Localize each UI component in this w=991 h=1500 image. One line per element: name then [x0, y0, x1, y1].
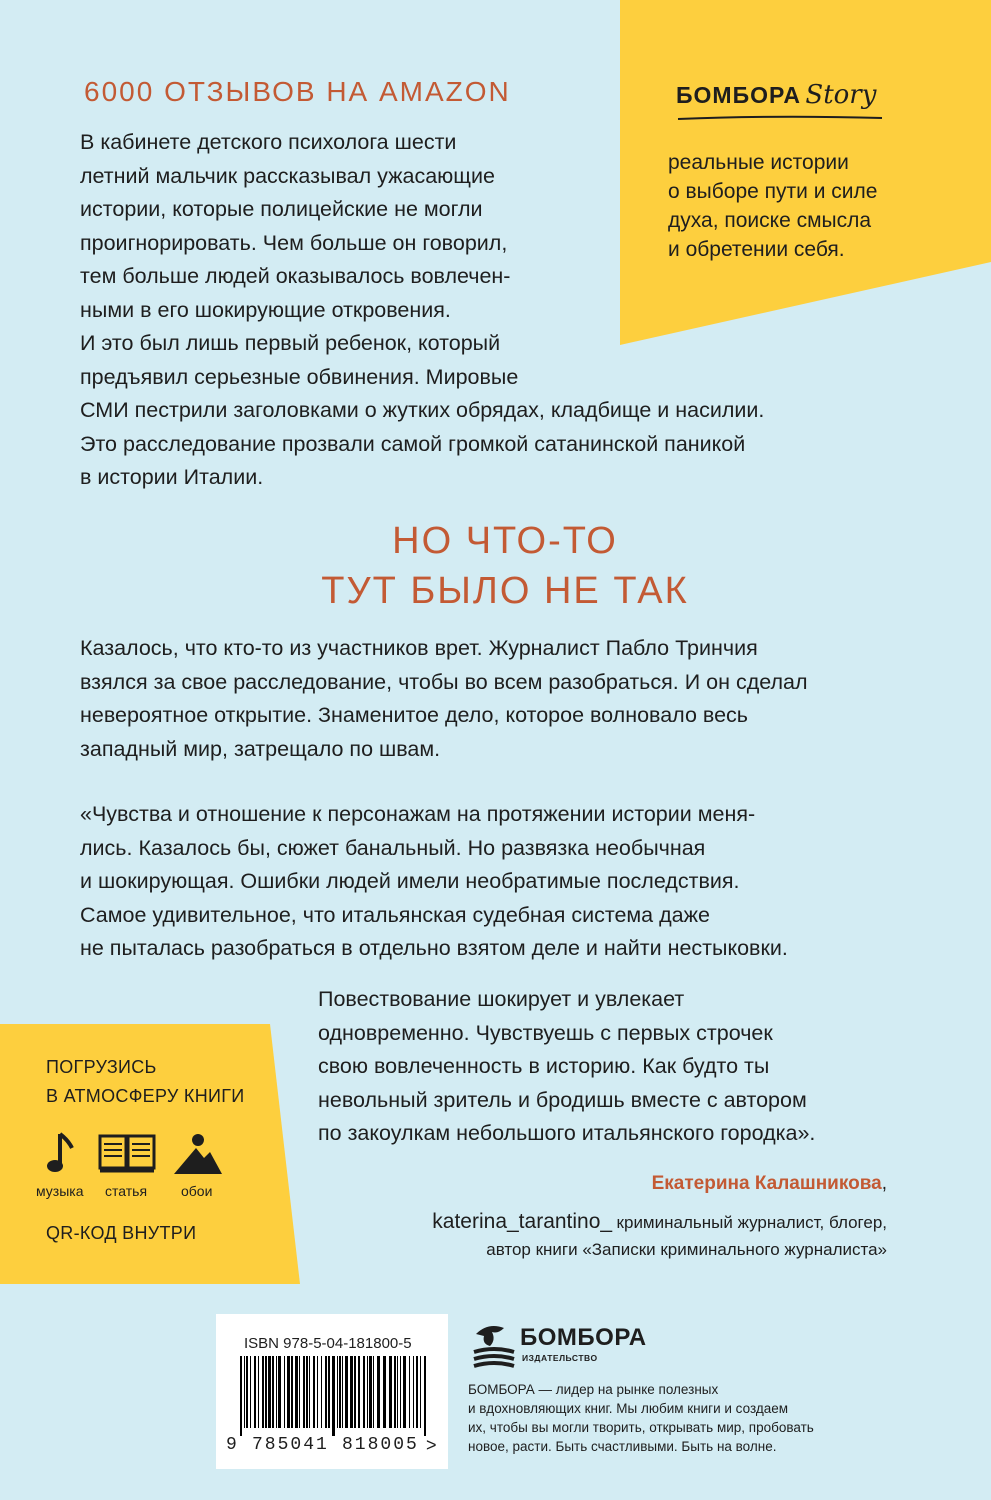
quote-line: «Чувства и отношение к персонажам на протяжении истории меня-	[80, 802, 756, 826]
qr-box-line2: В АТМОСФЕРУ КНИГИ	[46, 1086, 245, 1106]
barcode-bar	[416, 1356, 418, 1428]
intro-line: Это расследование прозвали самой громкой сатанинской паникой	[80, 431, 746, 456]
brand-tag-line: о выборе пути и силе	[668, 180, 878, 203]
book-icon	[98, 1134, 156, 1179]
barcode-bar	[409, 1356, 410, 1428]
publisher-name: БОМБОРА	[520, 1324, 647, 1351]
intro-line: предъявил серьезные обвинения. Мировые	[80, 364, 519, 389]
brand-tag-underline-icon	[676, 113, 886, 123]
barcode-bar	[278, 1356, 281, 1428]
barcode-bar	[383, 1356, 386, 1428]
brand-tag-brand: БОМБОРА	[676, 82, 801, 108]
barcode-bar	[317, 1356, 318, 1428]
barcode-bar	[403, 1356, 406, 1428]
barcode-digits-group2: 818005	[342, 1435, 419, 1455]
paragraph-line: Казалось, что кто-то из участников врет. Журналист Пабло Тринчия	[80, 636, 758, 660]
barcode-bar	[400, 1356, 401, 1428]
quote-line: не пыталась разобраться в отдельно взятом деле и найти нестыковки.	[80, 936, 788, 960]
barcode-bar	[363, 1356, 365, 1428]
publisher-blurb	[468, 1380, 888, 1456]
barcode-bar	[321, 1356, 322, 1428]
barcode-bar	[313, 1356, 315, 1428]
intro-line: тем больше людей оказывалось вовлечен-	[80, 264, 511, 288]
barcode-bar	[325, 1356, 327, 1428]
barcode-bar	[328, 1356, 330, 1428]
attribution-name: Екатерина Калашникова	[651, 1173, 882, 1194]
barcode-bar	[350, 1356, 353, 1428]
barcode-bar	[306, 1356, 308, 1428]
barcode-bar	[337, 1356, 338, 1428]
brand-tag-line: и обретении себя.	[668, 238, 845, 261]
barcode-icon	[240, 1356, 430, 1436]
qr-icon-label: статья	[105, 1183, 148, 1199]
isbn-text: ISBN 978-5-04-181800-5	[244, 1335, 412, 1352]
brand-tag-line: духа, поиске смысла	[668, 209, 872, 232]
barcode-bar	[394, 1356, 396, 1428]
intro-line: И это был лишь первый ребенок, который	[80, 331, 501, 355]
barcode-bar	[276, 1356, 277, 1428]
barcode-bar	[244, 1356, 245, 1428]
quote-line: Повествование шокирует и увлекает	[318, 987, 685, 1011]
intro-line: летний мальчик рассказывал ужасающие	[80, 163, 495, 188]
intro-line: проигнорировать. Чем больше он говорил,	[80, 230, 508, 255]
paragraph-line: западный мир, затрещало по швам.	[80, 736, 441, 761]
barcode-bar	[240, 1356, 242, 1436]
barcode-bar	[345, 1356, 348, 1428]
intro-line: СМИ пестрили заголовками о жутких обрядах, кладбище и насилии.	[80, 398, 765, 422]
quote-line: лись. Казалось бы, сюжет банальный. Но развязка необычная	[80, 835, 706, 860]
qr-box-footer: QR-КОД ВНУТРИ	[46, 1223, 197, 1243]
investigation-paragraph	[80, 632, 960, 766]
barcode-bar	[262, 1356, 264, 1428]
intro-line: ными в его шокирующие откровения.	[80, 297, 451, 322]
review-quote-continued	[318, 983, 938, 1151]
mountain-icon	[174, 1132, 222, 1179]
quote-line: одновременно. Чувствуешь с первых строчек	[318, 1020, 773, 1045]
barcode-arrow: >	[426, 1435, 437, 1455]
subheading-line: НО ЧТО-ТО	[392, 520, 618, 562]
brand-tag-line: реальные истории	[668, 151, 849, 174]
barcode-bar	[339, 1356, 341, 1428]
subheading	[280, 516, 730, 616]
paragraph-line: невероятное открытие. Знаменитое дело, которое волновало весь	[80, 703, 748, 727]
barcode-digits-group1: 785041	[252, 1435, 329, 1455]
barcode-bar	[284, 1356, 285, 1428]
blurb-line: БОМБОРА — лидер на рынке полезных	[468, 1382, 719, 1397]
barcode-bar	[295, 1356, 298, 1428]
barcode-bar	[424, 1356, 426, 1436]
barcode-bar	[377, 1356, 380, 1428]
quote-line: свою вовлеченность в историю. Как будто ты	[318, 1054, 770, 1078]
barcode-bar	[354, 1356, 356, 1428]
blurb-line: и вдохновляющих книг. Мы любим книги и создаем	[468, 1401, 789, 1416]
intro-paragraph	[80, 126, 900, 495]
barcode-bar	[299, 1356, 300, 1428]
qr-icon-label: музыка	[36, 1183, 84, 1199]
qr-icon-label: обои	[181, 1183, 213, 1199]
review-quote	[80, 798, 960, 966]
brand-tag-logo	[676, 80, 876, 110]
barcode-bar	[258, 1356, 259, 1428]
quote-line: по закоулкам небольшого итальянского городка».	[318, 1121, 816, 1145]
intro-line: в истории Италии.	[80, 465, 264, 489]
subheading-line: ТУТ БЫЛО НЕ ТАК	[321, 570, 689, 612]
quote-line: невольный зритель и бродишь вместе с автором	[318, 1087, 807, 1112]
barcode-bar	[369, 1356, 372, 1428]
qr-box-title	[46, 1057, 245, 1107]
barcode-bar	[303, 1356, 305, 1428]
qr-box-line1: ПОГРУЗИСЬ	[46, 1057, 157, 1077]
quote-line: Самое удивительное, что итальянская судебная система даже	[80, 902, 710, 927]
attribution-role-line	[432, 1210, 887, 1234]
attribution-book: автор книги «Записки криминального журналиста»	[486, 1240, 887, 1259]
barcode-bar	[420, 1356, 421, 1428]
barcode-bar	[291, 1356, 293, 1428]
barcode-digit-first: 9	[226, 1435, 237, 1455]
intro-line: истории, которые полицейские не могли	[80, 197, 483, 221]
music-note-icon	[46, 1130, 76, 1181]
barcode-bar	[268, 1356, 271, 1428]
barcode-bar	[287, 1356, 290, 1428]
attribution-role: криминальный журналист, блогер,	[616, 1213, 887, 1232]
paragraph-line: взялся за свое расследование, чтобы во всем разобраться. И он сделал	[80, 669, 808, 694]
publisher-logo-icon	[470, 1322, 516, 1375]
barcode-bar	[367, 1356, 368, 1428]
attribution-name-line	[652, 1173, 887, 1195]
quote-line: и шокирующая. Ошибки людей имели необратимые последствия.	[80, 869, 740, 893]
barcode-bar	[265, 1356, 267, 1428]
publisher-sub: ИЗДАТЕЛЬСТВО	[522, 1353, 598, 1363]
barcode-bar	[254, 1356, 256, 1428]
barcode-bar	[358, 1356, 360, 1428]
barcode-bar	[342, 1356, 343, 1428]
heading-reviews: 6000 ОТЗЫВОВ НА AMAZON	[84, 76, 511, 107]
blurb-line: их, чтобы вы могли творить, открывать мир, пробовать	[468, 1420, 814, 1435]
blurb-line: новое, расти. Быть счастливыми. Быть на волне.	[468, 1439, 777, 1454]
barcode-bar	[332, 1356, 335, 1436]
intro-line: В кабинете детского психолога шести	[80, 130, 457, 154]
barcode-bar	[373, 1356, 374, 1428]
barcode-bar	[272, 1356, 274, 1428]
barcode-bar	[397, 1356, 398, 1428]
barcode-bar	[413, 1356, 414, 1428]
barcode-bar	[246, 1356, 248, 1428]
brand-tag-story: Story	[805, 80, 877, 110]
attribution-comma: ,	[881, 1173, 887, 1194]
barcode-bar	[389, 1356, 392, 1428]
barcode-bar	[250, 1356, 251, 1428]
barcode-bar	[309, 1356, 310, 1428]
attribution-handle: katerina_tarantino_	[432, 1210, 613, 1233]
